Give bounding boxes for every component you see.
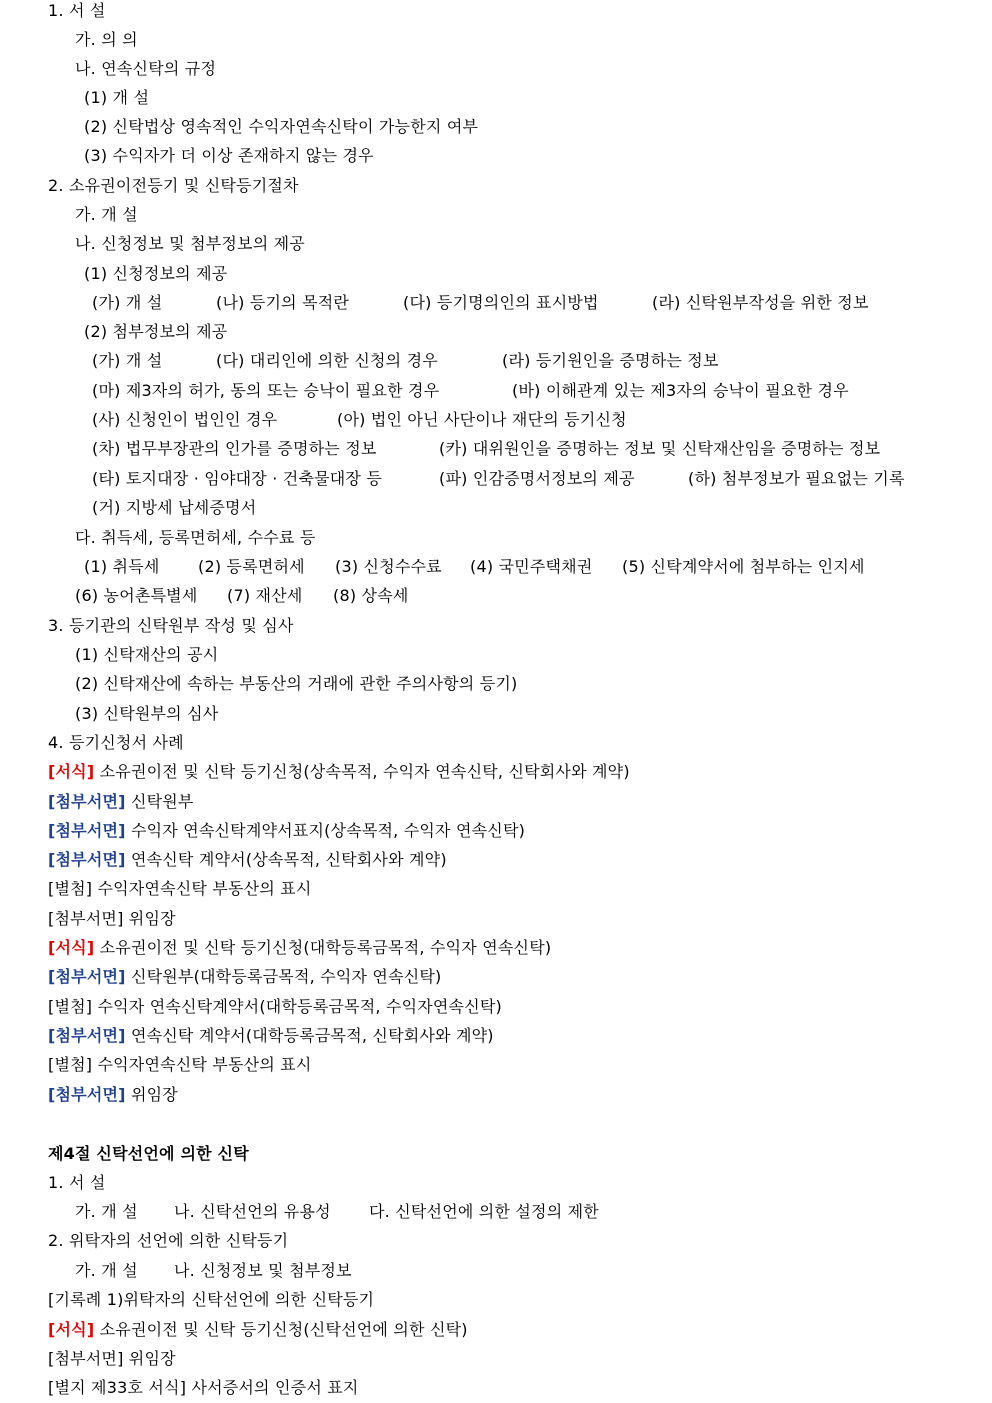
- outline-item: [84, 117, 478, 137]
- outline-text: 위임장: [125, 1085, 178, 1104]
- outline-item: (7) 재산세: [227, 586, 303, 605]
- outline-text: (거) 지방세 납세증명서: [92, 498, 257, 517]
- form-tag: [서식]: [48, 762, 95, 781]
- outline-item: [48, 1320, 468, 1340]
- attachment-tag: [첨부서면]: [48, 1085, 126, 1104]
- outline-item: [48, 1, 106, 21]
- outline-item: 나. 신청정보 및 첨부정보: [174, 1261, 352, 1280]
- attachment-tag: [첨부서면]: [48, 792, 126, 811]
- outline-item: [48, 1026, 494, 1046]
- outline-text: (3) 수익자가 더 이상 존재하지 않는 경우: [84, 146, 374, 165]
- outline-item: [48, 821, 525, 841]
- outline-text: 수익자 연속신탁계약서표지(상속목적, 수익자 연속신탁): [125, 821, 526, 840]
- outline-text: (2) 신탁법상 영속적인 수익자연속신탁이 가능한지 여부: [84, 117, 479, 136]
- outline-item: (다) 등기명의인의 표시방법: [403, 293, 599, 312]
- outline-item: [48, 733, 184, 753]
- outline-text: 3. 등기관의 신탁원부 작성 및 심사: [48, 616, 294, 635]
- outline-item: (마) 제3자의 허가, 동의 또는 승낙이 필요한 경우: [92, 381, 440, 400]
- outline-item: 나. 신탁선언의 유용성: [174, 1202, 331, 1221]
- outline-item: (4) 국민주택채권: [470, 557, 593, 576]
- outline-item: [75, 205, 138, 225]
- outline-text: 소유권이전 및 신탁 등기신청(상속목적, 수익자 연속신탁, 신탁회사와 계약): [94, 762, 630, 781]
- outline-text: 1. 서 설: [48, 1, 106, 20]
- outline-item: [48, 1378, 359, 1398]
- outline-text: (1) 신탁재산의 공시: [75, 645, 219, 664]
- section-heading: [48, 1144, 249, 1164]
- outline-item: [48, 938, 551, 958]
- outline-item: (하) 첨부정보가 필요없는 기록: [688, 469, 905, 488]
- attachment-tag: [첨부서면]: [48, 1026, 126, 1045]
- outline-item: [84, 322, 227, 342]
- outline-text: [기록례 1)위탁자의 신탁선언에 의한 신탁등기: [48, 1290, 375, 1309]
- outline-item: (3) 신청수수료: [335, 557, 442, 576]
- outline-item: (타) 토지대장 · 임야대장 · 건축물대장 등: [92, 469, 383, 488]
- outline-item: [48, 850, 447, 870]
- outline-item: [75, 674, 517, 694]
- outline-item: [48, 1085, 178, 1105]
- attachment-tag: [첨부서면]: [48, 850, 126, 869]
- outline-item: (차) 법무부장관의 인가를 증명하는 정보: [92, 439, 377, 458]
- outline-text: (2) 첨부정보의 제공: [84, 322, 228, 341]
- attachment-tag: [첨부서면]: [48, 967, 126, 986]
- outline-text: 4. 등기신청서 사례: [48, 733, 184, 752]
- outline-item: [75, 704, 218, 724]
- outline-item: [48, 1231, 288, 1251]
- outline-text: [별지 제33호 서식] 사서증서의 인증서 표지: [48, 1378, 359, 1397]
- outline-text: 2. 소유권이전등기 및 신탁등기절차: [48, 176, 299, 195]
- outline-text: 연속신탁 계약서(상속목적, 신탁회사와 계약): [125, 850, 447, 869]
- outline-text: 소유권이전 및 신탁 등기신청(신탁선언에 의한 신탁): [94, 1320, 468, 1339]
- outline-item: (사) 신청인이 법인인 경우: [92, 410, 278, 429]
- outline-text: [첨부서면] 위임장: [48, 1349, 176, 1368]
- outline-item: [84, 146, 374, 166]
- outline-item: [48, 762, 630, 782]
- outline-item: [75, 30, 138, 50]
- outline-item: [48, 879, 312, 899]
- outline-text: 다. 취득세, 등록면허세, 수수료 등: [75, 528, 316, 547]
- form-tag: [서식]: [48, 938, 95, 957]
- outline-text: 연속신탁 계약서(대학등록금목적, 신탁회사와 계약): [125, 1026, 494, 1045]
- outline-item: (5) 신탁계약서에 첨부하는 인지세: [622, 557, 865, 576]
- outline-text: 신탁원부(대학등록금목적, 수익자 연속신탁): [125, 967, 442, 986]
- outline-item: [75, 59, 216, 79]
- outline-item: [48, 909, 176, 929]
- outline-item: (가) 개 설: [92, 293, 163, 312]
- outline-item: [48, 1173, 106, 1193]
- outline-item: [75, 645, 218, 665]
- outline-text: [첨부서면] 위임장: [48, 909, 176, 928]
- outline-text: 신탁원부: [125, 792, 194, 811]
- outline-item: [75, 528, 316, 548]
- outline-item: [48, 176, 299, 196]
- outline-item: (라) 신탁원부작성을 위한 정보: [652, 293, 869, 312]
- outline-item: (바) 이해관계 있는 제3자의 승낙이 필요한 경우: [512, 381, 849, 400]
- outline-item: [48, 997, 502, 1017]
- outline-item: (카) 대위원인을 증명하는 정보 및 신탁재산임을 증명하는 정보: [439, 439, 881, 458]
- outline-text: (3) 신탁원부의 심사: [75, 704, 219, 723]
- outline-text: 가. 개 설: [75, 205, 138, 224]
- outline-item: (8) 상속세: [333, 586, 409, 605]
- form-tag: [서식]: [48, 1320, 95, 1339]
- outline-text: 1. 서 설: [48, 1173, 106, 1192]
- outline-text: 소유권이전 및 신탁 등기신청(대학등록금목적, 수익자 연속신탁): [94, 938, 552, 957]
- outline-text: (2) 신탁재산에 속하는 부동산의 거래에 관한 주의사항의 등기): [75, 674, 518, 693]
- outline-item: (6) 농어촌특별세: [75, 586, 198, 605]
- outline-item: [84, 88, 149, 108]
- outline-item: [48, 616, 294, 636]
- outline-text: [별첨] 수익자연속신탁 부동산의 표시: [48, 879, 312, 898]
- outline-text: (1) 개 설: [84, 88, 150, 107]
- outline-text: 가. 의 의: [75, 30, 138, 49]
- outline-item: [75, 234, 305, 254]
- outline-item: 가. 개 설: [75, 1261, 138, 1280]
- outline-item: 가. 개 설: [75, 1202, 138, 1221]
- outline-item: 다. 신탁선언에 의한 설정의 제한: [369, 1202, 599, 1221]
- outline-item: (가) 개 설: [92, 351, 163, 370]
- outline-text: [별첨] 수익자연속신탁 부동산의 표시: [48, 1055, 312, 1074]
- outline-item: [84, 264, 227, 284]
- outline-item: [48, 792, 194, 812]
- outline-item: (2) 등록면허세: [198, 557, 305, 576]
- attachment-tag: [첨부서면]: [48, 821, 126, 840]
- outline-item: (1) 취득세: [84, 557, 160, 576]
- outline-item: [48, 1055, 312, 1075]
- outline-item: (파) 인감증명서정보의 제공: [439, 469, 635, 488]
- outline-text: 제4절 신탁선언에 의한 신탁: [48, 1144, 249, 1163]
- outline-text: 2. 위탁자의 선언에 의한 신탁등기: [48, 1231, 289, 1250]
- outline-text: [별첨] 수익자 연속신탁계약서(대학등록금목적, 수익자연속신탁): [48, 997, 502, 1016]
- outline-item: (나) 등기의 목적란: [216, 293, 350, 312]
- outline-item: (아) 법인 아닌 사단이나 재단의 등기신청: [337, 410, 627, 429]
- outline-text: 나. 신청정보 및 첨부정보의 제공: [75, 234, 305, 253]
- outline-text: 나. 연속신탁의 규정: [75, 59, 217, 78]
- outline-item: [48, 1349, 176, 1369]
- outline-item: [48, 967, 442, 987]
- outline-item: (다) 대리인에 의한 신청의 경우: [216, 351, 438, 370]
- outline-item: [48, 1290, 374, 1310]
- outline-text: (1) 신청정보의 제공: [84, 264, 228, 283]
- outline-item: [92, 498, 256, 518]
- outline-item: (라) 등기원인을 증명하는 정보: [502, 351, 719, 370]
